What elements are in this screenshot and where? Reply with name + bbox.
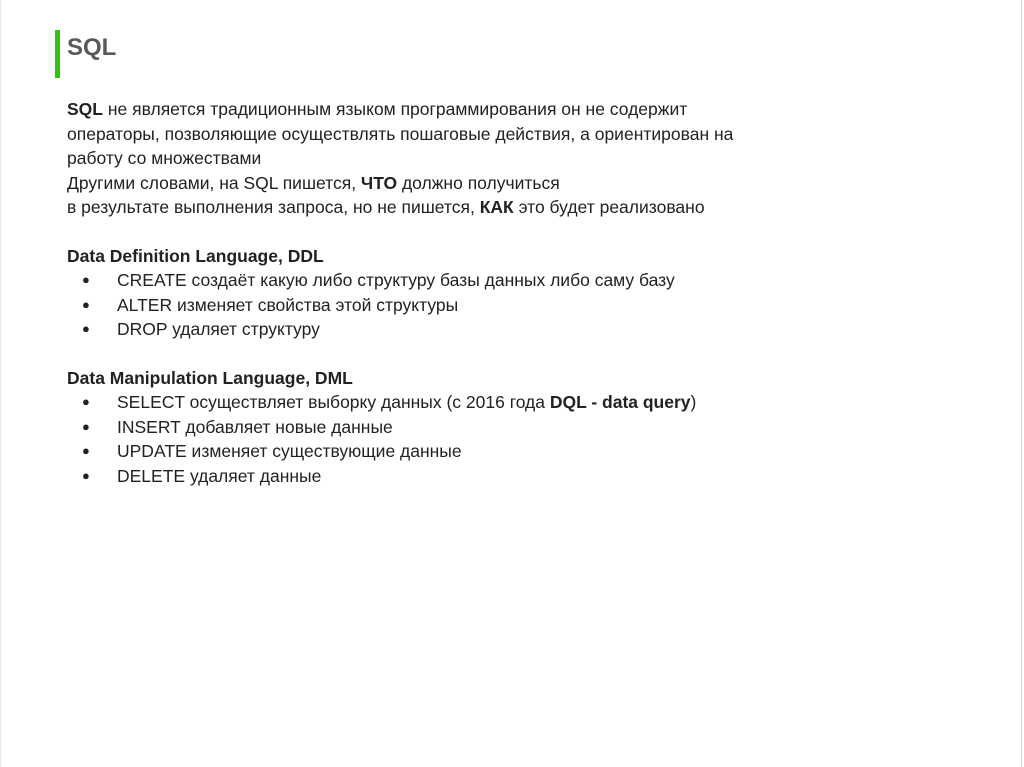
list-item bbox=[67, 390, 967, 415]
list-item bbox=[67, 293, 967, 318]
bullet-icon: ● bbox=[82, 467, 90, 483]
bullet-icon: ● bbox=[82, 443, 90, 458]
title-accent-bar bbox=[55, 30, 60, 78]
list-item bbox=[67, 464, 967, 489]
bullet-icon: ● bbox=[82, 418, 90, 434]
list-item bbox=[67, 268, 967, 293]
list-item bbox=[67, 439, 967, 464]
intro-line-3: работу со множествами bbox=[67, 148, 262, 168]
list-item bbox=[67, 317, 967, 342]
intro-line-5 bbox=[67, 195, 967, 220]
intro-line-1 bbox=[67, 97, 967, 122]
dml-item-bold: DQL - data query bbox=[549, 392, 691, 412]
intro-line-4-pre: Другими словами, на SQL пишется, bbox=[67, 172, 361, 193]
dml-item-pre: SELECT осуществляет выборку данных (с 2016 года bbox=[117, 392, 550, 412]
intro-line-1-bold: SQL bbox=[67, 99, 103, 119]
slide-left-border bbox=[0, 0, 1, 767]
slide-title: SQL bbox=[67, 34, 117, 61]
ddl-item-text: ALTER изменяет свойства этой структуры bbox=[117, 294, 459, 315]
dml-item-text: DELETE удаляет данные bbox=[117, 465, 322, 486]
intro-line-5-bold: КАК bbox=[479, 197, 514, 217]
ddl-item-text: CREATE создаёт какую либо структуру базы данных либо саму базу bbox=[117, 270, 675, 290]
intro-line-1-text: не является традиционным языком программирования он не содержит bbox=[102, 99, 688, 119]
intro-line-5-pre: в результате выполнения запроса, но не пишется, bbox=[67, 197, 480, 217]
intro-line-4 bbox=[67, 171, 967, 196]
bullet-icon: ● bbox=[82, 321, 90, 336]
intro-line-4-bold: ЧТО bbox=[360, 172, 398, 193]
ddl-section bbox=[67, 244, 967, 342]
dml-list bbox=[67, 390, 967, 488]
list-item bbox=[67, 415, 967, 440]
dml-section bbox=[67, 366, 967, 489]
ddl-item-text: DROP удаляет структуру bbox=[117, 319, 320, 339]
dml-item-text: INSERT добавляет новые данные bbox=[117, 416, 393, 437]
bullet-icon: ● bbox=[82, 394, 90, 409]
slide-right-border bbox=[1021, 0, 1022, 767]
intro-line-5-post: это будет реализовано bbox=[513, 197, 705, 217]
ddl-heading: Data Definition Language, DDL bbox=[67, 245, 324, 266]
dml-item-text: UPDATE изменяет существующие данные bbox=[117, 441, 462, 461]
dml-item-post: ) bbox=[690, 392, 697, 412]
ddl-list bbox=[67, 268, 967, 342]
dml-heading: Data Manipulation Language, DML bbox=[67, 367, 353, 388]
intro-line-2: операторы, позволяющие осуществлять пошаговые действия, а ориентирован на bbox=[67, 123, 734, 144]
bullet-icon: ● bbox=[82, 296, 90, 312]
slide-body bbox=[67, 97, 967, 488]
bullet-icon: ● bbox=[82, 272, 90, 287]
intro-line-4-post: должно получиться bbox=[397, 172, 560, 193]
intro-paragraph bbox=[67, 97, 967, 220]
